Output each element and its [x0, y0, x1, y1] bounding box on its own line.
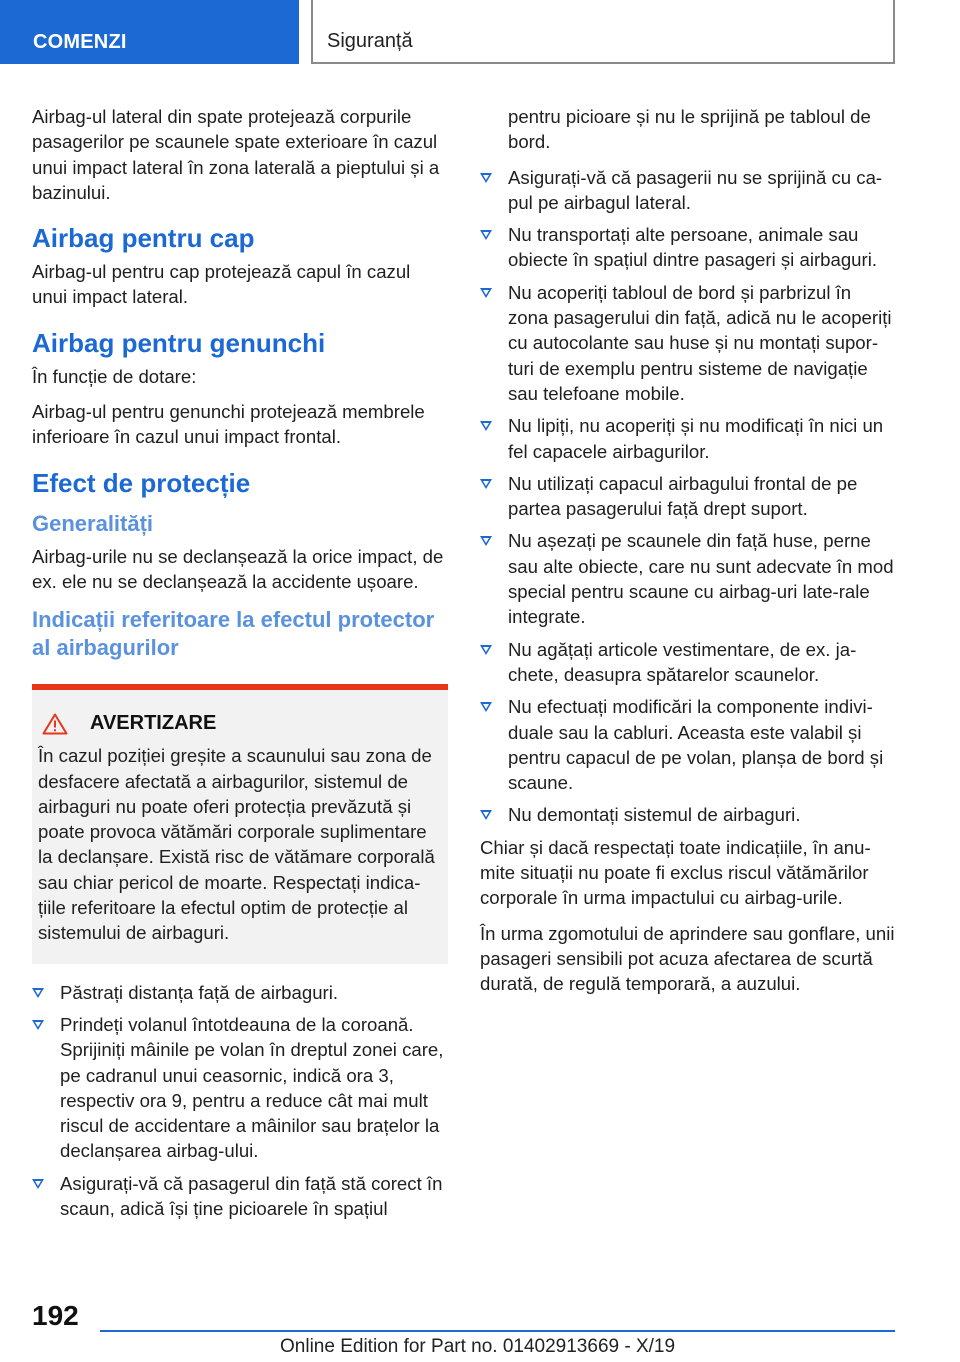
continued-list-text: pentru picioare și nu le sprijină pe tabloul de bord.	[508, 106, 871, 153]
list-item: Asigurați-vă că pasagerul din față stă corect în scaun, adică își ține picioarele în spațiul	[32, 1171, 448, 1222]
list-item: Nu demontați sistemul de airbaguri.	[480, 802, 896, 827]
list-item: Nu utilizați capacul airbagului frontal de pe partea pasagerului față drept suport.	[480, 471, 896, 522]
triangle-bullet-icon	[480, 288, 492, 298]
warning-triangle-icon	[42, 713, 68, 735]
edition-footer: Online Edition for Part no. 01402913669 - X/19	[280, 1336, 676, 1357]
list-item: Asigurați-vă că pasagerii nu se sprijină cu ca‐pul pe airbagul lateral.	[480, 165, 896, 216]
paragraph-airbag-cap: Airbag-ul pentru cap protejează capul în cazul unui impact lateral.	[32, 261, 411, 308]
page-number: 192	[32, 1300, 79, 1331]
warning-title: AVERTIZARE	[90, 712, 217, 735]
triangle-bullet-icon	[480, 645, 492, 655]
list-item: Nu acoperiți tabloul de bord și parbrizul în zona pasagerului din față, adică nu le acoperiți cu autocolante sau huse și nu montați supor‐turi de exemplu pentru sisteme de navigație sau telefoane mobile.	[480, 280, 896, 406]
section-title: COMENZI	[33, 31, 127, 53]
paragraph-airbag-genunchi: Airbag-ul pentru genunchi protejează membrele inferioare în cazul unui impact frontal.	[32, 401, 425, 448]
right-column	[480, 104, 896, 1007]
footer-divider	[100, 1330, 895, 1332]
triangle-bullet-icon	[480, 230, 492, 240]
heading-airbag-genunchi: Airbag pentru genunchi	[32, 327, 326, 358]
heading-generalitati: Generalități	[32, 510, 154, 536]
warning-header	[38, 712, 442, 735]
paragraph-generalitati: Airbag-urile nu se declanșează la orice impact, de ex. ele nu se declanșează la accidente ușoare.	[32, 545, 444, 592]
list-item: Prindeți volanul întotdeauna de la coroană. Sprijiniți mâinile pe volan în dreptul zonei care, pe cadranul unui ceasornic, indică ora 3, respectiv ora 9, pentru a reduce cât mai mult riscul de accidentare a mâinilor sau brațelor la declanșarea airbag-ului.	[32, 1012, 448, 1164]
heading-indicatii: Indicații referitoare la efectul protector al airbagurilor	[32, 607, 435, 661]
triangle-bullet-icon	[480, 810, 492, 820]
triangle-bullet-icon	[480, 479, 492, 489]
intro-paragraph: Airbag-ul lateral din spate protejează corpurile pasagerilor pe scaunele spate exterioare în cazul unui impact lateral în zona laterală a pieptului și a bazinului.	[32, 106, 440, 203]
triangle-bullet-icon	[480, 173, 492, 183]
left-bullet-list	[32, 980, 448, 1222]
right-bullet-list	[480, 165, 896, 828]
triangle-bullet-icon	[32, 988, 44, 998]
final-paragraph-1: Chiar și dacă respectați toate indicațiile, în anu‐mite situații nu poate fi exclus riscul vătămărilor corporale în urma impactului cu airbag-urile.	[480, 836, 871, 909]
list-item: Nu agățați articole vestimentare, de ex. ja‐chete, deasupra spătarelor scaunelor.	[480, 637, 896, 688]
list-item: Nu transportați alte persoane, animale sau obiecte în spațiul dintre pasageri și airbaguri.	[480, 222, 896, 273]
warning-box	[32, 684, 448, 963]
triangle-bullet-icon	[32, 1179, 44, 1189]
triangle-bullet-icon	[480, 536, 492, 546]
list-item: Nu așezați pe scaunele din față huse, perne sau alte obiecte, care nu sunt adecvate în mod special pentru scaune cu airbag-uri late‐rale integrate.	[480, 528, 896, 629]
triangle-bullet-icon	[480, 421, 492, 431]
list-item: Păstrați distanța față de airbaguri.	[32, 980, 448, 1005]
chapter-title: Siguranță	[327, 30, 413, 52]
heading-airbag-cap: Airbag pentru cap	[32, 223, 255, 254]
list-item: Nu lipiți, nu acoperiți și nu modificați în nici un fel capacele airbagurilor.	[480, 413, 896, 464]
paragraph-dotare: În funcție de dotare:	[32, 365, 197, 387]
warning-text: În cazul poziției greșite a scaunului sau zona de desfacere afectată a airbagurilor, sistemul de airbaguri nu poate oferi protecția prevăzută și poate provoca vătămări corporale suplimentare la declanșare. Există risc de vătămare corporală sau chiar pericol de moarte. Respectați indica‐țiile referitoare la efectul optim de protecție al sistemului de airbaguri.	[38, 745, 435, 944]
left-column	[32, 104, 448, 1228]
final-paragraph-2: În urma zgomotului de aprindere sau gonflare, unii pasageri sensibili pot acuza afectarea de scurtă durată, de regulă temporară, a auzului.	[480, 922, 895, 995]
heading-efect-protectie: Efect de protecție	[32, 467, 251, 498]
section-tab	[0, 0, 299, 64]
chapter-header	[311, 0, 895, 64]
list-item: Nu efectuați modificări la componente indivi‐duale sau la cabluri. Aceasta este valabil și pentru capacul de pe volan, planșa de bord și scaune.	[480, 694, 896, 795]
triangle-bullet-icon	[32, 1020, 44, 1030]
triangle-bullet-icon	[480, 702, 492, 712]
